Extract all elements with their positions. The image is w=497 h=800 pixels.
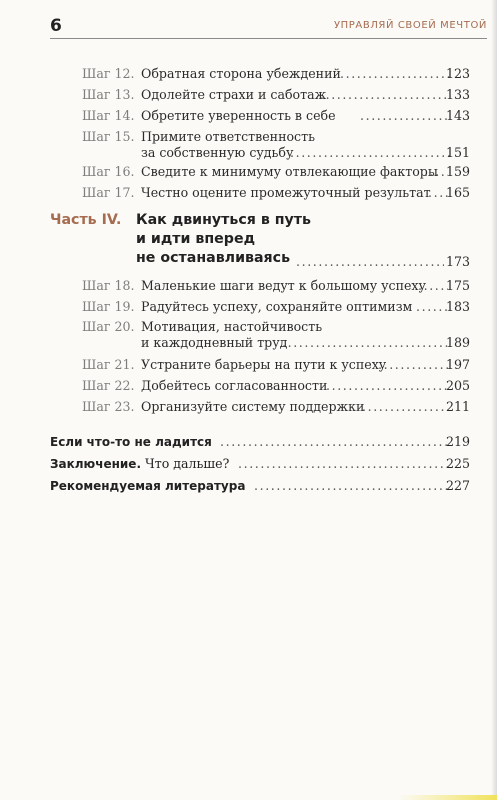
- part-label: Часть IV.: [50, 212, 122, 228]
- page-ref: 183: [445, 299, 470, 314]
- step-title: Обратная сторона убеждений: [141, 66, 341, 81]
- step-title: Добейтесь согласованности: [141, 378, 328, 393]
- toc-entry-conclusion: [0, 456, 470, 472]
- entry-title: Заключение.: [50, 457, 141, 471]
- toc-entry-step-23: [0, 399, 470, 415]
- header-rule: [50, 38, 487, 39]
- step-label: Шаг 22.: [82, 378, 135, 393]
- page-ref: 189: [445, 335, 470, 350]
- leader-dots: [290, 145, 450, 161]
- leader-dots: [296, 254, 444, 270]
- page-ref: 133: [445, 87, 470, 102]
- step-label: Шаг 16.: [82, 164, 135, 179]
- page-ref: 143: [445, 108, 470, 123]
- page-ref: 197: [445, 357, 470, 372]
- entry-title: Если что-то не ладится: [50, 435, 212, 449]
- toc-entry-step-20: [0, 319, 470, 351]
- step-title: Радуйтесь успеху, сохраняйте оптимизм: [141, 299, 413, 314]
- cover-edge: [0, 795, 497, 800]
- entry-title: Рекомендуемая литература: [50, 479, 246, 493]
- step-label: Шаг 15.: [82, 129, 135, 144]
- step-title: Обретите уверенность в себе: [141, 108, 336, 123]
- toc-entry-reading-list: [0, 478, 470, 494]
- page-ref: 219: [445, 434, 470, 449]
- step-title: Честно оцените промежуточный результат: [141, 185, 431, 200]
- page-ref: 225: [445, 456, 470, 471]
- step-label: Шаг 13.: [82, 87, 135, 102]
- leader-dots: [326, 378, 448, 394]
- leader-dots: [254, 478, 448, 494]
- toc-entry-troubleshooting: [0, 434, 470, 450]
- leader-dots: [424, 164, 448, 180]
- toc-entry-step-12: [0, 66, 470, 82]
- step-label: Шаг 23.: [82, 399, 135, 414]
- page-number: 6: [50, 16, 62, 36]
- toc-entry-step-14: [0, 108, 470, 124]
- page-ref: 205: [445, 378, 470, 393]
- page-edge-shadow: [491, 0, 497, 800]
- leader-dots: [360, 108, 450, 124]
- toc-entry-step-21: [0, 357, 470, 373]
- step-label: Шаг 17.: [82, 185, 135, 200]
- step-title: Примите ответственность за собственную судьбу: [141, 129, 315, 160]
- leader-dots: [320, 87, 450, 103]
- entry-subtitle: Что дальше?: [141, 456, 230, 471]
- toc-entry-step-19: [0, 299, 470, 315]
- page-ref: 159: [445, 164, 470, 179]
- page-ref: 211: [445, 399, 470, 414]
- leader-dots: [378, 357, 448, 373]
- toc-entry-part-iv: [0, 254, 470, 270]
- leader-dots: [418, 278, 448, 294]
- step-label: Шаг 12.: [82, 66, 135, 81]
- step-label: Шаг 19.: [82, 299, 135, 314]
- leader-dots: [362, 399, 448, 415]
- leader-dots: [340, 66, 450, 82]
- step-title: Маленькие шаги ведут к большому успеху: [141, 278, 426, 293]
- toc-entry-step-22: [0, 378, 470, 394]
- step-title: Устраните барьеры на пути к успеху: [141, 357, 387, 372]
- toc-entry-step-18: [0, 278, 470, 294]
- page-ref: 175: [445, 278, 470, 293]
- page-ref: 123: [445, 66, 470, 81]
- step-title: Мотивация, настойчивость и каждодневный труд: [141, 319, 323, 350]
- page-ref: 165: [445, 185, 470, 200]
- toc-entry-step-17: [0, 185, 470, 201]
- step-title: Сведите к минимуму отвлекающие факторы: [141, 164, 438, 179]
- step-label: Шаг 20.: [82, 319, 135, 334]
- running-head: УПРАВЛЯЙ СВОЕЙ МЕЧТОЙ: [333, 20, 487, 31]
- toc-entry-step-13: [0, 87, 470, 103]
- page-ref: 227: [445, 478, 470, 493]
- leader-dots: [282, 335, 448, 351]
- step-title: Одолейте страхи и саботаж: [141, 87, 327, 102]
- page-ref: 173: [445, 254, 470, 269]
- toc-entry-step-15: [0, 129, 470, 161]
- step-label: Шаг 21.: [82, 357, 135, 372]
- step-label: Шаг 14.: [82, 108, 135, 123]
- leader-dots: [238, 456, 448, 472]
- step-label: Шаг 18.: [82, 278, 135, 293]
- step-title: Организуйте систему поддержки: [141, 399, 365, 414]
- part-title: Как двинуться в путь и идти вперед не останавливаясь: [136, 212, 311, 266]
- leader-dots: [220, 434, 448, 450]
- toc-entry-step-16: [0, 164, 470, 180]
- leader-dots: [416, 299, 448, 315]
- page-ref: 151: [445, 145, 470, 160]
